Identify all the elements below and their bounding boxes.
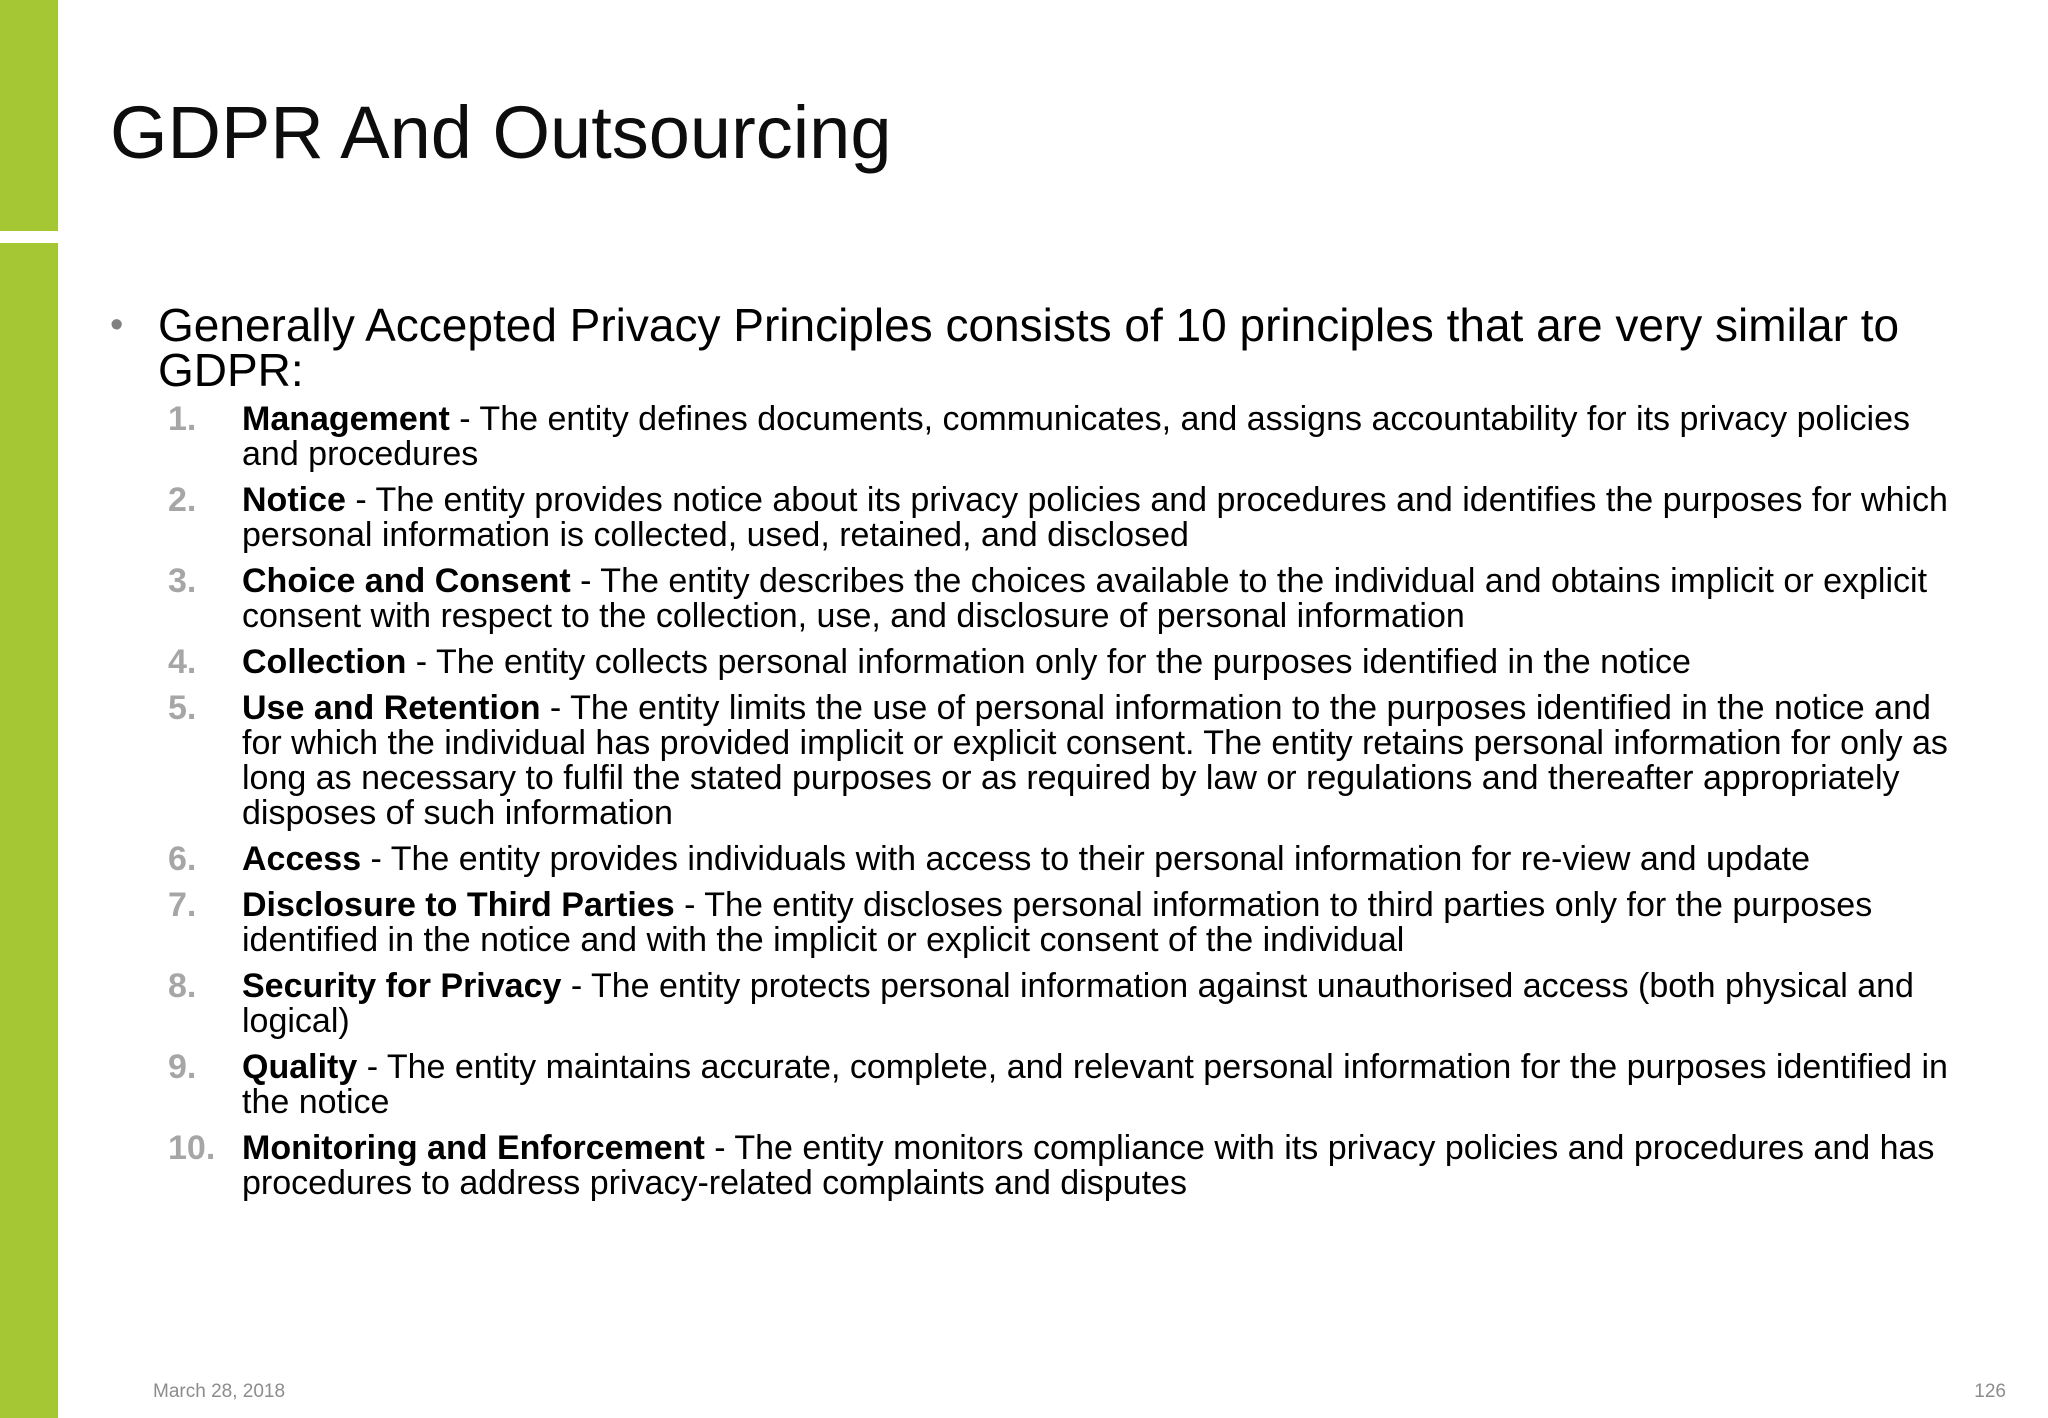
slide-number: 126 <box>1974 1381 2006 1402</box>
principle-number: 4. <box>168 643 197 681</box>
principle-item <box>168 888 1968 958</box>
principle-description: - The entity provides individuals with access to their personal information for re-view and update <box>361 840 1810 878</box>
accent-bar-bottom <box>0 243 58 1418</box>
principle-number: 6. <box>168 840 197 878</box>
principle-description: - The entity collects personal information only for the purposes identified in the notice <box>406 643 1691 681</box>
principles-list <box>168 402 1968 1212</box>
principle-name: Quality <box>242 1048 358 1086</box>
principle-description: - The entity protects personal information against unauthorised access (both physical and logical) <box>242 967 1914 1040</box>
principle-description: - The entity monitors compliance with its privacy policies and procedures and has procedures to address privacy-related complaints and disputes <box>242 1129 1935 1202</box>
principle-item <box>168 483 1968 553</box>
principle-item <box>168 691 1968 831</box>
principle-name: Monitoring and Enforcement <box>242 1129 705 1167</box>
accent-bar-top <box>0 0 58 231</box>
principle-name: Management <box>242 400 450 438</box>
principle-item <box>168 564 1968 634</box>
principle-item <box>168 842 1968 877</box>
principle-item <box>168 1050 1968 1120</box>
principle-description: - The entity discloses personal information to third parties only for the purposes identified in the notice and with the implicit or explicit consent of the individual <box>242 886 1873 959</box>
principle-name: Access <box>242 840 362 878</box>
principle-item <box>168 1131 1968 1201</box>
slide-title: GDPR And Outsourcing <box>110 91 892 174</box>
principle-number: 3. <box>168 562 197 600</box>
principle-description: - The entity defines documents, communicates, and assigns accountability for its privacy policies and procedures <box>242 400 1911 473</box>
principle-number: 9. <box>168 1048 197 1086</box>
principle-name: Notice <box>242 481 346 519</box>
principle-name: Collection <box>242 643 407 681</box>
principle-description: - The entity maintains accurate, complete, and relevant personal information for the purposes identified in the notice <box>242 1048 1948 1121</box>
principle-description: - The entity limits the use of personal information to the purposes identified in the notice and for which the individual has provided implicit or explicit consent. The entity retains personal information for only as long as necessary to fulfil the stated purposes or as required by law or regulations and thereafter appropriately disposes of such information <box>242 689 1948 832</box>
principle-item <box>168 645 1968 680</box>
principle-number: 1. <box>168 400 197 438</box>
principle-name: Security for Privacy <box>242 967 562 1005</box>
principle-number: 10. <box>168 1129 216 1167</box>
footer-date: March 28, 2018 <box>153 1381 286 1402</box>
principle-number: 5. <box>168 689 197 727</box>
principle-name: Choice and Consent <box>242 562 571 600</box>
principle-item <box>168 969 1968 1039</box>
principle-name: Use and Retention <box>242 689 541 727</box>
principle-name: Disclosure to Third Parties <box>242 886 675 924</box>
principle-number: 8. <box>168 967 197 1005</box>
intro-text: Generally Accepted Privacy Principles consists of 10 principles that are very similar to GDPR: <box>158 299 1900 396</box>
principle-description: - The entity describes the choices available to the individual and obtains implicit or explicit consent with respect to the collection, use, and disclosure of personal information <box>242 562 1928 635</box>
bullet-icon: • <box>110 304 124 346</box>
principle-number: 7. <box>168 886 197 924</box>
principle-item <box>168 402 1968 472</box>
principle-description: - The entity provides notice about its privacy policies and procedures and identifies the purposes for which personal information is collected, used, retained, and disclosed <box>242 481 1948 554</box>
principle-number: 2. <box>168 481 197 519</box>
